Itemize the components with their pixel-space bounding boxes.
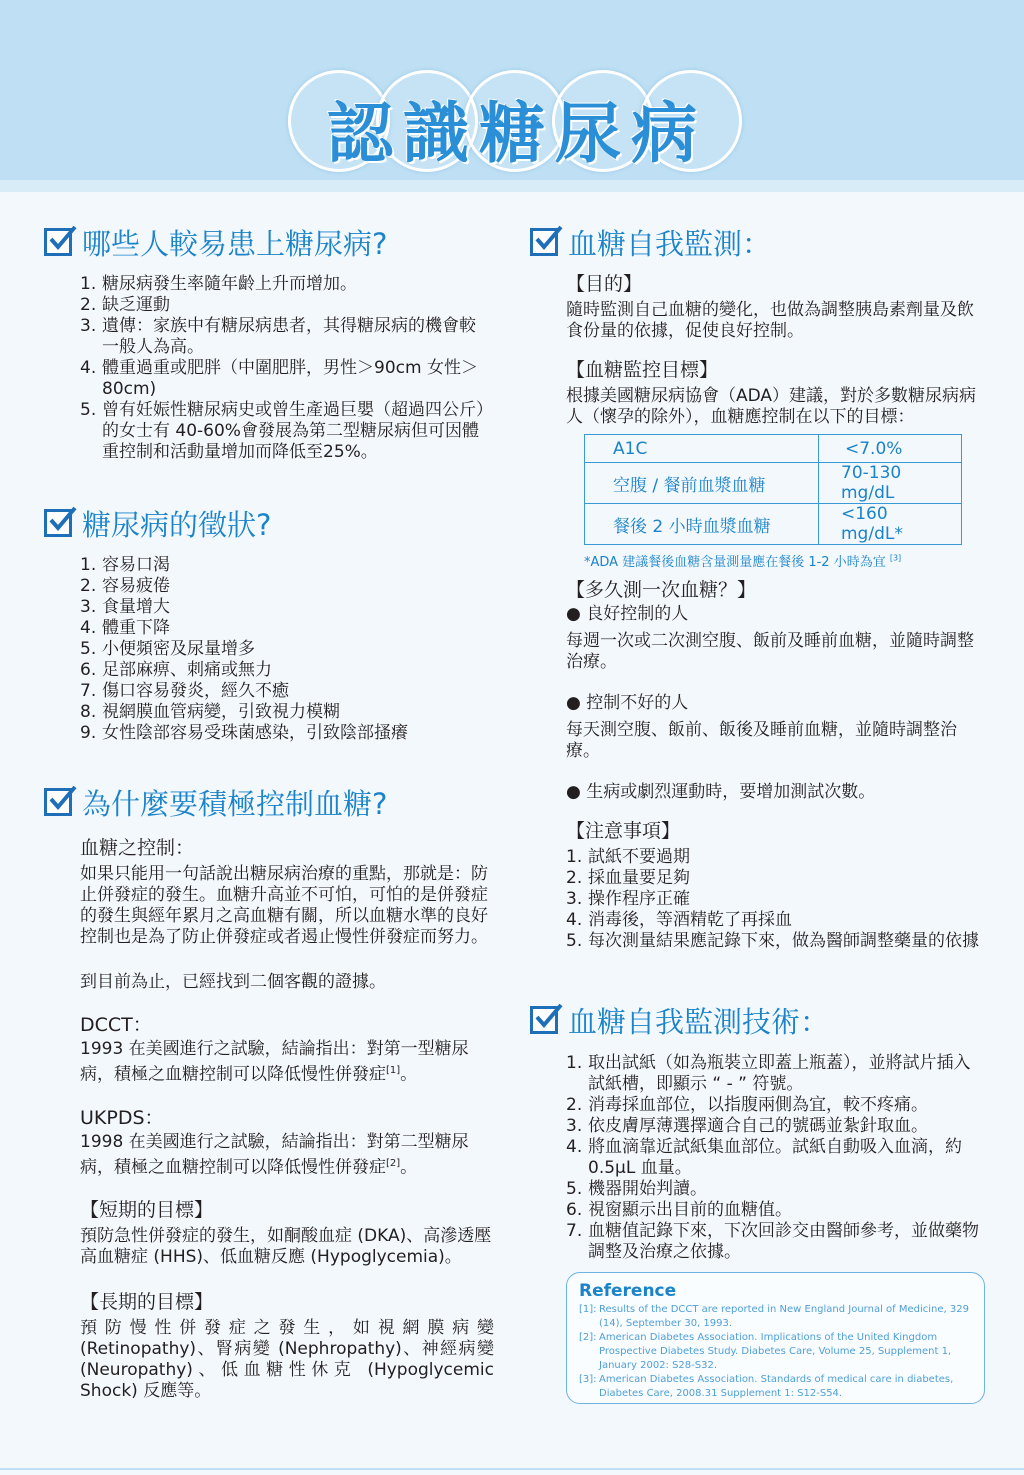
list-item: 1. 容易口渴 xyxy=(80,555,170,575)
sick-note: ● 生病或劇烈運動時，要增加測試次數。 xyxy=(566,782,876,802)
section-title: 為什麼要積極控制血糖? xyxy=(82,786,388,821)
bottom-rule xyxy=(0,1468,1024,1470)
table-note: *ADA 建議餐後血糖含量測量應在餐後 1-2 小時為宜 [3] xyxy=(584,553,902,570)
list-item: 2. 採血量要足夠 xyxy=(566,868,690,888)
header-band xyxy=(0,180,1024,192)
section-title: 血糖自我監測： xyxy=(568,226,772,261)
target-label: 【血糖監控目標】 xyxy=(566,359,719,381)
list-item: 5. 每次測量結果應記錄下來，做為醫師調整藥量的依據 xyxy=(566,931,979,951)
good-control-text: 每週一次或二次測空腹、飯前及睡前血糖，並隨時調整治療。 xyxy=(566,631,974,672)
table-row: 空腹 / 餐前血漿血糖 70-130 mg/dL xyxy=(585,463,962,504)
target-table xyxy=(584,434,962,545)
long-term-label: 【長期的目標】 xyxy=(80,1291,214,1314)
section-symptoms xyxy=(44,503,494,543)
list-item: 2. 缺乏運動 xyxy=(80,295,170,315)
notes-label: 【注意事項】 xyxy=(566,820,681,842)
list-item: 4. 體重下降 xyxy=(80,618,170,638)
list-item: 3. 遺傳：家族中有糖尿病患者，其得糖尿病的機會較一般人為高。 xyxy=(80,316,476,357)
list-item: 1. 取出試紙（如為瓶裝立即蓋上瓶蓋），並將試片插入試紙槽，即顯示 “ - ” 符號。 xyxy=(566,1053,971,1094)
list-item: 3. 食量增大 xyxy=(80,597,170,617)
technique-list xyxy=(566,1053,980,1263)
ukpds-paragraph: 1998 在美國進行之試驗，結論指出：對第二型糖尿病，積極之血糖控制可以降低慢性併發症[2]。 xyxy=(80,1131,469,1178)
list-item: 2. 容易疲倦 xyxy=(80,576,170,596)
section-title: 血糖自我監測技術： xyxy=(568,1004,830,1039)
target-text: 根據美國糖尿病協會（ADA）建議，對於多數糖尿病病人（懷孕的除外），血糖應控制在以下的目標： xyxy=(566,386,977,427)
section-heading xyxy=(530,1000,990,1040)
checkbox-icon xyxy=(44,788,72,816)
short-term-label: 【短期的目標】 xyxy=(80,1199,214,1222)
short-term-text: 預防急性併發症的發生，如酮酸血症 (DKA)、高滲透壓高血糖症 (HHS)、低血糖反應 (Hypoglycemia)。 xyxy=(80,1226,492,1268)
title-block xyxy=(282,70,752,170)
section-heading xyxy=(44,503,494,543)
checkbox-icon xyxy=(44,509,72,537)
checkbox-icon xyxy=(530,228,558,256)
symptoms-list xyxy=(80,555,488,744)
list-item: 7. 傷口容易發炎，經久不癒 xyxy=(80,681,289,701)
section-why xyxy=(44,782,494,822)
list-item: 5. 小便頻密及尿量增多 xyxy=(80,639,255,659)
purpose-text: 隨時監測自己血糖的變化，也做為調整胰島素劑量及飲食份量的依據，促使良好控制。 xyxy=(566,300,974,341)
page-title: 認識糖尿病 xyxy=(327,95,707,172)
control-text: 如果只能用一句話說出糖尿病治療的重點，那就是：防止併發症的發生。血糖升高並不可怕，可怕的是併發症的發生與經年累月之高血糖有關，所以血糖水準的良好控制也是為了防止併發症或者遏止慢性併發症而努力。 xyxy=(80,864,488,947)
section-heading xyxy=(44,222,494,262)
list-item: 3. 操作程序正確 xyxy=(566,889,690,909)
reference-title: Reference xyxy=(579,1281,677,1301)
reference-item: [3]: American Diabetes Association. Standards of medical care in diabetes, Diabetes Care, 2008.31 Supplement 1: S12-S54. xyxy=(579,1374,954,1399)
list-item: 4. 體重過重或肥胖（中圍肥胖，男性＞90cm 女性＞80cm) xyxy=(80,358,478,399)
list-item: 7. 血糖值記錄下來，下次回診交由醫師參考，並做藥物調整及治療之依據。 xyxy=(566,1221,979,1262)
monitor-content xyxy=(566,272,984,952)
poor-control-label: ● 控制不好的人 xyxy=(566,693,689,713)
ukpds-label: UKPDS： xyxy=(80,1106,164,1129)
frequency-label: 【多久測一次血糖？】 xyxy=(566,579,757,601)
list-item: 8. 視網膜血管病變，引致視力模糊 xyxy=(80,702,340,722)
reference-item: [1]: Results of the DCCT are reported in New England Journal of Medicine, 329 (14), September 30, 1993. xyxy=(579,1304,969,1329)
notes-list xyxy=(566,847,984,952)
list-item: 3. 依皮膚厚薄選擇適合自己的號碼並紮針取血。 xyxy=(566,1116,928,1136)
list-item: 4. 將血滴靠近試紙集血部位。試紙自動吸入血滴，約 0.5µL 血量。 xyxy=(566,1137,962,1178)
list-item: 4. 消毒後，等酒精乾了再採血 xyxy=(566,910,792,930)
section-risk xyxy=(44,222,494,262)
evidence-text: 到目前為止，已經找到二個客觀的證據。 xyxy=(80,972,386,992)
section-monitor xyxy=(530,222,990,262)
risk-list xyxy=(80,274,488,463)
section-title: 哪些人較易患上糖尿病? xyxy=(82,226,388,261)
checkbox-icon xyxy=(44,228,72,256)
table-row: 餐後 2 小時血漿血糖 <160 mg/dL* xyxy=(585,504,962,545)
reference-item: [2]: American Diabetes Association. Implications of the United Kingdom Prospective Diabetes Study. Diabetes Care, Volume 25, Supplement 1, January 2002: S28-S32. xyxy=(579,1332,952,1371)
list-item: 9. 女性陰部容易受珠菌感染，引致陰部搔癢 xyxy=(80,723,408,743)
reference-box xyxy=(566,1272,985,1404)
section-title: 糖尿病的徵狀? xyxy=(82,507,272,542)
list-item: 6. 視窗顯示出目前的血糖值。 xyxy=(566,1200,792,1220)
dcct-paragraph: 1993 在美國進行之試驗，結論指出：對第一型糖尿病，積極之血糖控制可以降低慢性併發症[1]。 xyxy=(80,1039,469,1085)
dcct-label: DCCT： xyxy=(80,1014,152,1036)
section-heading xyxy=(530,222,990,262)
long-term-text: 預防慢性併發症之發生，如視網膜病變 (Retinopathy)、腎病變 (Nephropathy)、神經病變 (Neuropathy)、低血糖性休克 (Hypoglycemic Shock) 反應等。 xyxy=(80,1318,494,1402)
list-item: 2. 消毒採血部位，以指腹兩側為宜，較不疼痛。 xyxy=(566,1095,928,1115)
why-content xyxy=(80,836,494,1402)
list-item: 5. 曾有妊娠性糖尿病史或曾生產過巨嬰（超過四公斤）的女士有 40-60%會發展為第二型糖尿病但可因體重控制和活動量增加而降低至25%。 xyxy=(80,400,485,462)
list-item: 6. 足部麻痹、刺痛或無力 xyxy=(80,660,272,680)
list-item: 1. 糖尿病發生率隨年齡上升而增加。 xyxy=(80,274,357,294)
control-label: 血糖之控制： xyxy=(80,837,195,859)
section-heading xyxy=(44,782,494,822)
list-item: 5. 機器開始判讀。 xyxy=(566,1179,707,1199)
table-row: A1C <7.0% xyxy=(585,435,962,463)
list-item: 1. 試紙不要過期 xyxy=(566,847,690,867)
checkbox-icon xyxy=(530,1006,558,1034)
section-technique xyxy=(530,1000,990,1040)
poor-control-text: 每天測空腹、飯前、飯後及睡前血糖，並隨時調整治療。 xyxy=(566,720,957,761)
good-control-label: ● 良好控制的人 xyxy=(566,604,689,624)
purpose-label: 【目的】 xyxy=(566,273,643,295)
